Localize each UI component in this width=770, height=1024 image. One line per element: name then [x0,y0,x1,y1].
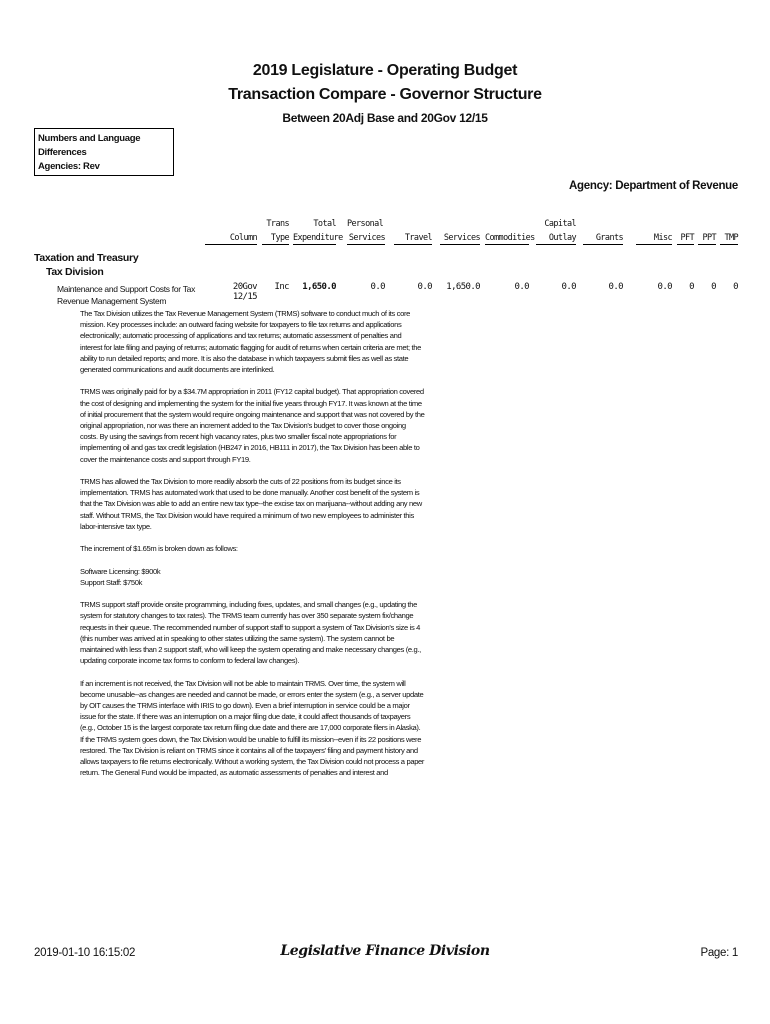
col-header-total-2: Expenditure [293,233,343,243]
col-header-trans-2: Type [262,233,289,245]
filter-box [34,128,174,176]
line-item-total: 1,650.0 [302,282,336,292]
narrative-paragraph: The increment of $1.65m is broken down as follows: [80,544,238,554]
line-item-misc: 0.0 [657,282,672,292]
subsection-heading: Tax Division [46,266,104,278]
report-comparison-range: Between 20Adj Base and 20Gov 12/15 [282,111,488,125]
line-item-column: 20Gov 12/15 [232,282,257,302]
narrative-paragraph: The Tax Division utilizes the Tax Revenue Management System (TRMS) software to conduct much of its core mission. Key processes include: an outward facing website for taxpayers to file tax returns and applications electronically; automatic processing of applications and tax returns; automatic assessment of penalties and interest for late filing and paying of returns; automatic flagging for audit of returns when certain criteria are met; the ability to run detailed reports; and more. It is also the database in which taxpayers submit files as well as state generated communications and audit documents are interlinked. [80,309,421,375]
col-header-pft: PFT [677,233,694,245]
col-header-travel: Travel [394,233,432,245]
narrative-breakdown-line: Software Licensing: $900k [80,566,161,576]
col-header-services: Services [440,233,480,245]
line-item-commodities: 0.0 [514,282,529,292]
line-item-tmp: 0 [733,282,738,292]
narrative-breakdown-line: Support Staff: $750k [80,577,143,587]
col-header-capital-1: Capital [544,219,576,229]
footer-page-number: Page: 1 [700,947,738,959]
col-header-personal-2: Services [348,233,385,243]
agency-label: Agency: Department of Revenue [569,180,738,192]
col-header-commodities: Commodities [485,233,535,243]
col-header-ppt: PPT [698,233,716,245]
line-item-capital: 0.0 [561,282,576,292]
line-item-personal: 0.0 [370,282,385,292]
line-item-travel: 0.0 [417,282,432,292]
col-header-grants: Grants [583,233,623,245]
line-item-pft: 0 [689,282,694,292]
col-header-capital-2: Outlay [536,233,576,245]
col-header-trans-1: Trans [266,219,289,229]
col-header-tmp: TMP [720,233,738,245]
line-item-grants: 0.0 [608,282,623,292]
narrative-paragraph: TRMS support staff provide onsite programming, including fixes, updates, and small changes (e.g., updating the system for statutory changes to tax rates). The TRMS team currently has over 350 separate system fix/change requests in their queue. The recommended number of support staff to support a system of Tax Division's size is 4 (this number was arrived at in speaking to other states utilizing the same system). The system cannot be maintained with less than 2 support staff, who will keep the system operating and make necessary changes (e.g., updating corporate income tax forms to conform to federal law changes). [80,600,421,666]
line-item-services: 1,650.0 [446,282,480,292]
section-heading: Taxation and Treasury [34,252,139,264]
narrative-paragraph: TRMS was originally paid for by a $34.7M appropriation in 2011 (FY12 capital budget). That appropriation covered the cost of designing and implementing the system for the initial five years through FY17. It was known at the time of initial procurement that the system would require ongoing maintenance and support that was not covered by the original appropriation, nor was there an increment added to the Tax Division's budget to cover those ongoing costs. By using the savings from recent high vacancy rates, plus two smaller fiscal note appropriations for implementing oil and gas tax credit legislation (HB247 in 2016, HB111 in 2017), the Tax Division has been able to cover the maintenance costs and support through FY19. [80,387,425,464]
filter-line-3: Agencies: Rev [38,161,100,172]
col-header-column: Column [205,233,257,245]
footer-division-name: Legislative Finance Division [280,943,490,959]
col-header-misc: Misc [636,233,672,245]
line-item-ppt: 0 [711,282,716,292]
narrative-text [80,308,425,790]
line-item-name: Maintenance and Support Costs for Tax Revenue Management System [57,284,196,306]
narrative-paragraph: If an increment is not received, the Tax Division will not be able to maintain TRMS. Over time, the system will become unusable--as changes are needed and cannot be made, or errors enter the system (e.g., a server update by OIT causes the TRMS interface with IRIS to go down). Even a brief interruption in service could be a major issue for the state. If there was an interruption on a major filing due date, it could affect thousands of taxpayers (e.g., October 15 is the largest corporate tax return filing due date and there are 17,000 corporate filers in Alaska). If the TRMS system goes down, the Tax Division would be unable to fulfill its mission--even if its 22 positions were restored. The Tax Division is reliant on TRMS since it contains all of the taxpayers' filing and payment history and allows taxpayers to file returns electronically. Without a working system, the Tax Division could not process a paper return. The General Fund would be impacted, as automatic assessments of penalties and interest and [80,678,425,778]
narrative-paragraph: TRMS has allowed the Tax Division to more readily absorb the cuts of 22 positions from its budget since its implementation. TRMS has automated work that used to be done manually. Another cost benefit of the system is that the Tax Division was able to add an entire new tax type--the excise tax on marijuana--without adding any new staff. Without TRMS, the Tax Division would have required a minimum of two new employees to administer this labor-intensive tax type. [80,477,422,531]
filter-line-2: Differences [38,147,87,158]
col-header-personal-1: Personal [347,219,384,229]
col-header-total-1: Total [313,219,336,229]
filter-line-1: Numbers and Language [38,133,141,144]
report-subtitle: Transaction Compare - Governor Structure [228,86,542,103]
footer-timestamp: 2019-01-10 16:15:02 [34,947,136,959]
line-item-trans-type: Inc [274,282,289,292]
report-title: 2019 Legislature - Operating Budget [252,62,518,79]
